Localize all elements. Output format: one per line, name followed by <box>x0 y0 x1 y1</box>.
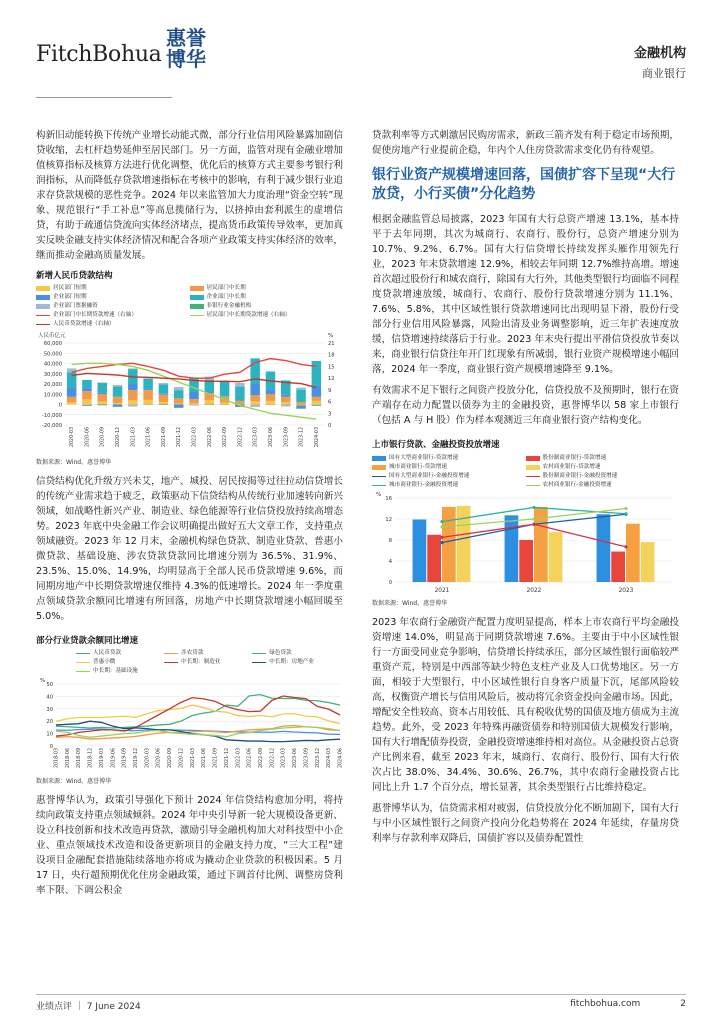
legend-swatch <box>372 485 386 486</box>
bar-segment <box>82 391 91 399</box>
legend-swatch <box>526 456 540 461</box>
legend-item <box>76 658 164 667</box>
legend-label: 企业部门中长期 <box>206 294 246 300</box>
legend-label: 农村商业银行-金融投资增速 <box>542 482 612 488</box>
bar <box>442 507 456 582</box>
bar <box>597 514 611 582</box>
y-axis-label: % <box>376 492 382 498</box>
series-point <box>440 536 443 539</box>
legend-label: 农村商业银行-贷款增速 <box>542 464 601 470</box>
bar-segment <box>220 396 229 397</box>
bar-segment <box>113 387 122 397</box>
bar-segment <box>82 405 91 406</box>
x-tick-label: 2019-06 <box>111 748 117 769</box>
y-right-tick-label: 0 <box>328 423 332 429</box>
right-paragraph-2: 根据金融监管总局披露，2023 年国有大行总资产增速 13.1%，基本持平于去年同期，其次为城商行、农商行、股份行，总资产增速分别为 10.7%、9.2%、6.7%。国有大行信贷增长持续发挥头雁作用领先行业，2023 年末贷款增速 12.9%，相较去年同期 12.7%维持高增。增速首次超过股份行和城农商行，除国有大行外，其他类型银行均面临不同程度贷款增速放缓，城商行、农商行、股份行贷款增速分别为 11.1%、7.6%、5.8%，其中区域性银行贷款增速同比出现明显下滑，股份行受部分行业信用风险暴露，风险出清及业务调整影响，近三年扩表速度放缓，信贷增速持续落后于行业。2023 年末央行提出平滑信贷投放节奏以来，商业银行信贷往年开门红现象有所减弱，银行业资产规模增速小幅回落，2024 年一季度，商业银行资产规模增速降至 9.1%。 <box>372 214 679 375</box>
x-tick-label: 2024-03 <box>327 748 333 769</box>
bar-segment <box>113 405 122 407</box>
figure-title: 上市银行贷款、金融投资投放增速 <box>372 440 500 450</box>
bar-segment <box>312 401 321 405</box>
bar-segment <box>296 388 305 390</box>
y-tick-label: 30,000 <box>43 371 62 378</box>
bar-segment <box>113 385 122 387</box>
x-tick-label: 2020-03 <box>70 427 76 448</box>
x-tick-label: 2023-12 <box>315 748 321 769</box>
subcategory-title: 商业银行 <box>642 67 686 80</box>
legend-label: 绿色贷款 <box>269 650 292 656</box>
bar-segment <box>174 390 183 398</box>
bar-segment <box>97 401 106 404</box>
legend-item <box>76 667 164 676</box>
legend-item <box>36 284 190 293</box>
legend-item <box>190 284 344 293</box>
figure-title: 新增人民币贷款结构 <box>36 271 113 281</box>
figure-source: 数据来源：Wind，惠誉博华 <box>36 778 112 785</box>
bar-segment <box>189 405 198 406</box>
y-tick-label: 20,000 <box>43 382 62 388</box>
bar-segment <box>159 385 168 394</box>
y-tick-label: 40,000 <box>43 361 62 368</box>
bar-segment <box>281 395 290 397</box>
series-point <box>532 506 535 509</box>
y-tick-label: 16 <box>385 496 392 502</box>
bar <box>413 520 427 582</box>
legend-label: 股份制商业银行-金融投资增速 <box>542 473 618 479</box>
legend-swatch <box>164 653 178 654</box>
bar-segment <box>220 402 229 404</box>
bar-segment <box>67 369 76 370</box>
bar-segment <box>220 381 229 396</box>
legend-swatch <box>76 671 90 672</box>
footer-site-link[interactable]: fitchbohua.com <box>570 999 641 1009</box>
series-line <box>56 695 340 728</box>
bar-segment <box>296 402 305 405</box>
left-paragraph-1: 构新旧动能转换下传统产业增长动能式微，部分行业信用风险暴露加剧信贷收缩，去杠杆趋势延伸至居民部门。另一方面，监管对现有金融业增加值核算指标及核算方法进行优化调整，优化后的核算方式主要参考银行利润指标，从而降低存贷款增速指标在考核中的影响，有利于减少银行业追求存贷款规模的恶性竞争。2024 年以来监管加大力度治理“资金空转”现象、规范银行“手工补息”等高息揽储行为，以挤掉由套利派生的虚增信贷，有助于疏通信贷流向实体经济堵点，提高货币政策传导效率，更加真实反映金融支持实体经济情况和配合各项产业政策支持实体经济的效率，继而推动金融高质量发展。 <box>36 130 343 261</box>
legend-label: 居民部门中长期 <box>206 285 246 291</box>
bar <box>641 542 655 582</box>
x-tick-label: 2020-12 <box>179 748 185 769</box>
bar <box>505 515 519 582</box>
figure-loan-structure <box>36 269 343 466</box>
bar-segment <box>97 382 106 383</box>
left-paragraph-2: 信贷结构优化升级方兴未艾，地产、城投、居民按揭等过往拉动信贷增长的传统产业需求趋于疲乏，政策驱动下信贷结构从传统行业加速转向新兴领域，如战略性新兴产业、制造业、绿色能源等行业信贷投放持续高增态势。2023 年底中央金融工作会议明确提出做好五大文章工作，支持重点领域融资。2023 年 12 月末，金融机构绿色贷款、制造业贷款、普惠小微贷款、基础设施、涉农贷款贷款同比增速分别为 36.5%、31.9%、23.5%、15.0%、14.9%，均明显高于全部人民币贷款增速 9.6%，而同期房地产中长期贷款增速仅维持 4.3%的低速增长。2024 年一季度重点领域贷款余额同比增速有所回落，房地产中长期贷款增速小幅回暖至 5.0%。 <box>36 476 343 622</box>
bar-segment <box>266 389 275 394</box>
series-point <box>624 507 627 510</box>
series-point <box>624 512 627 515</box>
y-tick-label: 40 <box>46 694 53 701</box>
x-tick-label: 2023-12 <box>299 427 305 448</box>
x-tick-label: 2023-06 <box>293 748 299 769</box>
y-tick-label: -20,000 <box>41 423 62 429</box>
series-point <box>440 525 443 528</box>
x-tick-label: 2019-12 <box>134 748 140 769</box>
y-tick-label: 20 <box>46 719 53 726</box>
legend-item <box>372 454 526 463</box>
legend-label: 国有大型商业银行-金融投资增速 <box>389 473 470 479</box>
legend-item <box>36 320 190 329</box>
bar-segment <box>159 405 168 406</box>
bar-segment <box>189 392 198 399</box>
legend-item <box>252 658 340 667</box>
y-tick-label: 50,000 <box>43 351 62 358</box>
bar-segment <box>159 394 168 395</box>
bar-segment <box>159 383 168 385</box>
x-tick-label: 2022-09 <box>223 427 229 448</box>
x-tick-label: 2023-03 <box>281 748 287 769</box>
bar-segment <box>174 387 183 390</box>
figure-bank-growth <box>372 438 679 607</box>
bar <box>611 552 625 582</box>
x-tick-label: 2020-03 <box>145 748 151 769</box>
bar-segment <box>159 395 168 402</box>
legend-item <box>190 293 344 302</box>
bar-segment <box>67 397 76 403</box>
figure-sector-growth <box>36 634 343 785</box>
bar-segment <box>67 388 76 397</box>
legend-item <box>526 481 680 490</box>
legend-label: 居民部门中长期贷款增速（右轴） <box>206 312 291 318</box>
x-tick-label: 2021-09 <box>161 427 167 448</box>
bar <box>427 535 441 582</box>
figure-legend <box>36 649 343 676</box>
bar-segment <box>312 397 321 401</box>
legend-label: 企业部门短期 <box>53 294 87 300</box>
y-tick-label: 10 <box>46 731 53 738</box>
bar-segment <box>296 390 305 402</box>
bar-segment <box>266 394 275 401</box>
bar-segment <box>296 405 305 408</box>
category-title: 金融机构 <box>633 46 686 61</box>
y-right-tick-label: 3 <box>328 411 332 418</box>
legend-swatch <box>190 286 204 291</box>
bar <box>626 524 640 582</box>
x-tick-label: 2022-03 <box>236 748 242 769</box>
bar-segment <box>159 402 168 405</box>
right-paragraph-4: 2023 年农商行金融资产配置力度明显提高，样本上市农商行平均金融投资增速 14.0%，明显高于同期贷款增速 7.6%。主要由于中小区域性银行一方面受同业竞争影响，信贷增长持续承压，部分区域性银行面临较严重资产荒，特别是中西部等缺少特色支柱产业及人口优势地区。另一方面，相较于大型银行，中小区域性银行自身客户质量下沉，尾部风险较高，权衡资产增长与信用风险后，被动将冗余资金投向金融市场。因此，增配安全性较高、资本占用较低、具有税收优势的国债及地方债成为主流趋势。此外，受 2023 年特殊再融资债券和特别国债大规模发行影响，国有大行增配债券投资，金融投资增速维持相对高位。从金融投资占总资产比例来看，截至 2023 年末，城商行、农商行、股份行、国有大行依次占比 38.0%、34.4%、30.6%、26.7%，其中农商行金融投资占比同比上升 1.7 个百分点，增长显著，其余类型银行占比维持稳定。 <box>372 617 679 793</box>
y-tick-label: 0 <box>388 580 392 586</box>
y-tick-label: 12 <box>385 517 392 523</box>
legend-item <box>36 293 190 302</box>
right-paragraph-3: 有效需求不足下银行之间资产投放分化，信贷投放不及预期时，银行在资产端存在动力配置以债券为主的金融投资，惠誉博华以 58 家上市银行（包括 A 与 H 股）作为样本观测近三年商业银行资产结构变化。 <box>372 385 679 426</box>
bar <box>549 532 563 582</box>
footer-report-info: 业绩点评 ｜ 7 June 2024 <box>36 1002 141 1012</box>
y-tick-label: 50 <box>46 682 53 688</box>
x-tick-label: 2022-06 <box>247 748 253 769</box>
legend-item <box>252 649 340 658</box>
legend-label: 企业部门票据融资 <box>53 303 98 309</box>
page-number: 2 <box>680 999 686 1009</box>
series-point <box>624 545 627 548</box>
legend-label: 人民币贷款增速（右轴） <box>53 321 115 327</box>
y-tick-label: 0 <box>58 402 62 409</box>
legend-label: 企业部门中长期贷款增速（右轴） <box>53 312 137 318</box>
bar-segment <box>281 397 290 402</box>
legend-label: 城市商业银行-金融投资增速 <box>389 482 459 488</box>
bar <box>519 540 533 582</box>
y-right-tick-label: 9 <box>328 387 332 394</box>
legend-swatch <box>526 465 540 470</box>
x-tick-label: 2022-06 <box>207 427 213 448</box>
legend-item <box>526 463 680 472</box>
bar-segment <box>128 400 137 404</box>
x-tick-label: 2021-06 <box>146 427 152 448</box>
x-tick-label: 2022 <box>526 588 542 594</box>
right-paragraph-1: 贷款利率等方式刺激居民购房需求，新政三箭齐发有利于稳定市场预期，促使房地产行业提前企稳，年内个人住房贷款需求变化仍有待观望。 <box>372 130 679 156</box>
legend-swatch <box>36 286 50 291</box>
legend-item <box>36 311 190 320</box>
x-tick-label: 2021-03 <box>131 427 137 448</box>
bar-segment <box>281 405 290 407</box>
right-paragraph-5: 惠誉博华认为，信贷需求相对疲弱，信贷投放分化不断加剧下，国有大行与中小区域性银行之间资产投向分化趋势将在 2024 年延续，存量房贷利率与存款利率双降后，国债扩容以及债券配置性 <box>372 803 679 844</box>
legend-label: 居民部门短期 <box>53 285 87 291</box>
page-footer <box>36 994 686 1012</box>
legend-swatch <box>190 304 204 309</box>
legend-swatch <box>76 662 90 663</box>
legend-item <box>190 302 344 311</box>
y-tick-label: 10,000 <box>43 392 62 399</box>
left-column <box>36 128 343 898</box>
legend-swatch <box>372 465 386 470</box>
logo-latin: FitchBohua <box>36 42 162 67</box>
bar-segment <box>281 402 290 405</box>
bar-segment <box>97 405 106 406</box>
x-tick-label: 2022-12 <box>270 748 276 769</box>
x-tick-label: 2018-09 <box>77 748 83 769</box>
x-tick-label: 2020-06 <box>85 427 91 448</box>
x-tick-label: 2020-09 <box>168 748 174 769</box>
x-tick-label: 2021-12 <box>224 748 230 769</box>
bar-segment <box>250 405 259 407</box>
bar-segment <box>174 398 183 403</box>
bar-segment <box>174 405 183 408</box>
y-right-tick-label: 12 <box>328 376 335 383</box>
bar-segment <box>128 369 137 370</box>
y-right-tick-label: 6 <box>328 399 332 406</box>
x-tick-label: 2018-06 <box>65 748 71 769</box>
bar-segment <box>97 383 106 392</box>
legend-swatch <box>36 315 50 316</box>
legend-item <box>76 649 164 658</box>
x-tick-label: 2022-09 <box>258 748 264 769</box>
legend-label: 普惠小微 <box>93 659 116 665</box>
bar-segment <box>174 403 183 404</box>
bar-segment <box>189 403 198 404</box>
bar-segment <box>143 400 152 405</box>
bar-segment <box>250 395 259 401</box>
bar-segment <box>312 406 321 407</box>
legend-swatch <box>372 476 386 477</box>
figure-legend <box>36 284 343 329</box>
legend-swatch <box>526 476 540 477</box>
x-tick-label: 2024-06 <box>338 748 343 769</box>
y-right-tick-label: 15 <box>328 364 335 371</box>
x-tick-label: 2020-09 <box>100 427 106 448</box>
bar-segment <box>82 388 91 391</box>
x-tick-label: 2020-06 <box>156 748 162 769</box>
series-point <box>532 517 535 520</box>
left-paragraph-3: 惠誉博华认为，政策引导强化下预计 2024 年信贷结构愈加分明，将持续向政策支持重点领域倾斜。2024 年中央引导新一轮大规模设备更新、设立科技创新和技术改造再贷款，激励引导金融机构加大对科技型中小企业、重点领域技术改造和设备更新项目的金融支持力度，“三大工程”建设项目金融配套措施陆续落地亦将成为撬动企业贷款的积极因素。5 月 17 日，央行超预期优化住房金融政策，通过下调首付比例、调整房贷利率下限、下调公积金 <box>36 795 343 896</box>
x-tick-label: 2021-03 <box>190 748 196 769</box>
sector-growth-chart <box>36 676 343 776</box>
legend-swatch <box>252 662 266 663</box>
legend-item <box>372 463 526 472</box>
bar-segment <box>82 399 91 404</box>
bar-segment <box>250 384 259 395</box>
bar-segment <box>113 397 122 403</box>
x-tick-label: 2023-09 <box>304 748 310 769</box>
bar-segment <box>143 379 152 389</box>
bar-segment <box>113 403 122 405</box>
y-right-tick-label: 21 <box>328 341 335 347</box>
logo-chinese: 惠誉博华 <box>166 26 206 71</box>
bar-segment <box>205 400 214 404</box>
y-right-tick-label: 18 <box>328 352 335 359</box>
legend-swatch <box>36 304 50 309</box>
bar-segment <box>189 399 198 403</box>
legend-swatch <box>526 485 540 486</box>
y-axis-label: % <box>40 678 46 684</box>
bar-segment <box>220 405 229 406</box>
y-tick-label: -10,000 <box>41 412 62 419</box>
legend-item <box>372 472 526 481</box>
report-category <box>634 42 686 81</box>
y-tick-label: 30 <box>46 706 53 713</box>
x-tick-label: 2019-09 <box>122 748 128 769</box>
legend-item <box>526 472 680 481</box>
legend-item <box>36 302 190 311</box>
legend-label: 中长期：制造业 <box>181 659 221 665</box>
legend-label: 股份制商业银行-贷款增速 <box>542 455 607 461</box>
x-tick-label: 2018-03 <box>54 748 60 769</box>
legend-swatch <box>36 324 50 325</box>
y-axis-right-label: % <box>328 333 334 339</box>
footer-right <box>570 999 686 1009</box>
x-tick-label: 2020-12 <box>116 427 122 448</box>
x-tick-label: 2021-09 <box>213 748 219 769</box>
loan-structure-chart <box>36 329 343 457</box>
legend-item <box>372 481 526 490</box>
bar-segment <box>82 406 91 407</box>
figure-source: 数据来源：Wind，惠誉博华 <box>36 459 112 466</box>
y-tick-label: 60,000 <box>43 341 62 347</box>
x-tick-label: 2019-03 <box>99 748 105 769</box>
right-column <box>372 128 679 846</box>
legend-swatch <box>36 295 50 300</box>
legend-item <box>164 649 252 658</box>
legend-label: 涉农贷款 <box>181 650 204 656</box>
x-tick-label: 2022-12 <box>238 427 244 448</box>
bar-segment <box>82 380 91 388</box>
bank-growth-chart <box>372 490 679 598</box>
legend-swatch <box>190 295 204 300</box>
x-tick-label: 2023-09 <box>284 427 290 448</box>
bar-segment <box>143 389 152 390</box>
x-tick-label: 2018-12 <box>88 748 94 769</box>
legend-item <box>164 658 252 667</box>
bar-segment <box>67 402 76 404</box>
y-tick-label: 8 <box>388 538 392 544</box>
bar-segment <box>312 405 321 406</box>
header-divider <box>36 97 172 98</box>
figure-legend <box>372 454 679 490</box>
x-tick-label: 2021 <box>434 588 450 594</box>
series-point <box>440 520 443 523</box>
bar-segment <box>97 392 106 394</box>
x-tick-label: 2023-03 <box>253 427 259 448</box>
bar-segment <box>143 390 152 400</box>
legend-swatch <box>190 315 204 316</box>
bar-segment <box>296 405 305 406</box>
x-tick-label: 2023-06 <box>268 427 274 448</box>
section-heading: 银行业资产规模增速回落，国债扩容下呈现“大行放贷，小行买债”分化趋势 <box>372 167 676 202</box>
bar-segment <box>235 383 244 387</box>
bar-segment <box>266 401 275 405</box>
bar-segment <box>128 390 137 400</box>
y-tick-label: 4 <box>388 559 392 565</box>
x-tick-label: 2024-03 <box>314 427 320 448</box>
x-tick-label: 2022-03 <box>192 427 198 448</box>
legend-label: 中长期：房地产业 <box>269 659 314 665</box>
series-point <box>532 523 535 526</box>
figure-source: 数据来源：Wind，惠誉博华 <box>372 600 448 607</box>
x-tick-label: 2023 <box>618 588 634 594</box>
bar-segment <box>312 361 321 386</box>
legend-label: 人民币贷款 <box>93 650 121 656</box>
bar-segment <box>128 405 137 407</box>
bar-segment <box>266 405 275 406</box>
bar-segment <box>97 394 106 401</box>
legend-label: 国有大型商业银行-贷款增速 <box>389 455 459 461</box>
legend-label: 中长期：基础设施 <box>93 668 138 674</box>
x-tick-label: 2021-12 <box>177 427 183 448</box>
series-point <box>440 541 443 544</box>
bar-segment <box>235 387 244 401</box>
legend-swatch <box>372 456 386 461</box>
legend-item <box>190 311 344 320</box>
y-axis-label: 人民币亿元 <box>38 333 66 339</box>
x-tick-label: 2021-06 <box>202 748 208 769</box>
bar-segment <box>250 401 259 404</box>
y-tick-label: 0 <box>49 744 53 750</box>
legend-label: 非银行业金融机构 <box>206 303 252 309</box>
legend-swatch <box>164 662 178 663</box>
figure-title: 部分行业贷款余额同比增速 <box>36 636 139 646</box>
legend-swatch <box>252 653 266 654</box>
legend-label: 城市商业银行-贷款增速 <box>389 464 447 470</box>
bar-segment <box>128 384 137 390</box>
legend-item <box>526 454 680 463</box>
legend-swatch <box>76 653 90 654</box>
